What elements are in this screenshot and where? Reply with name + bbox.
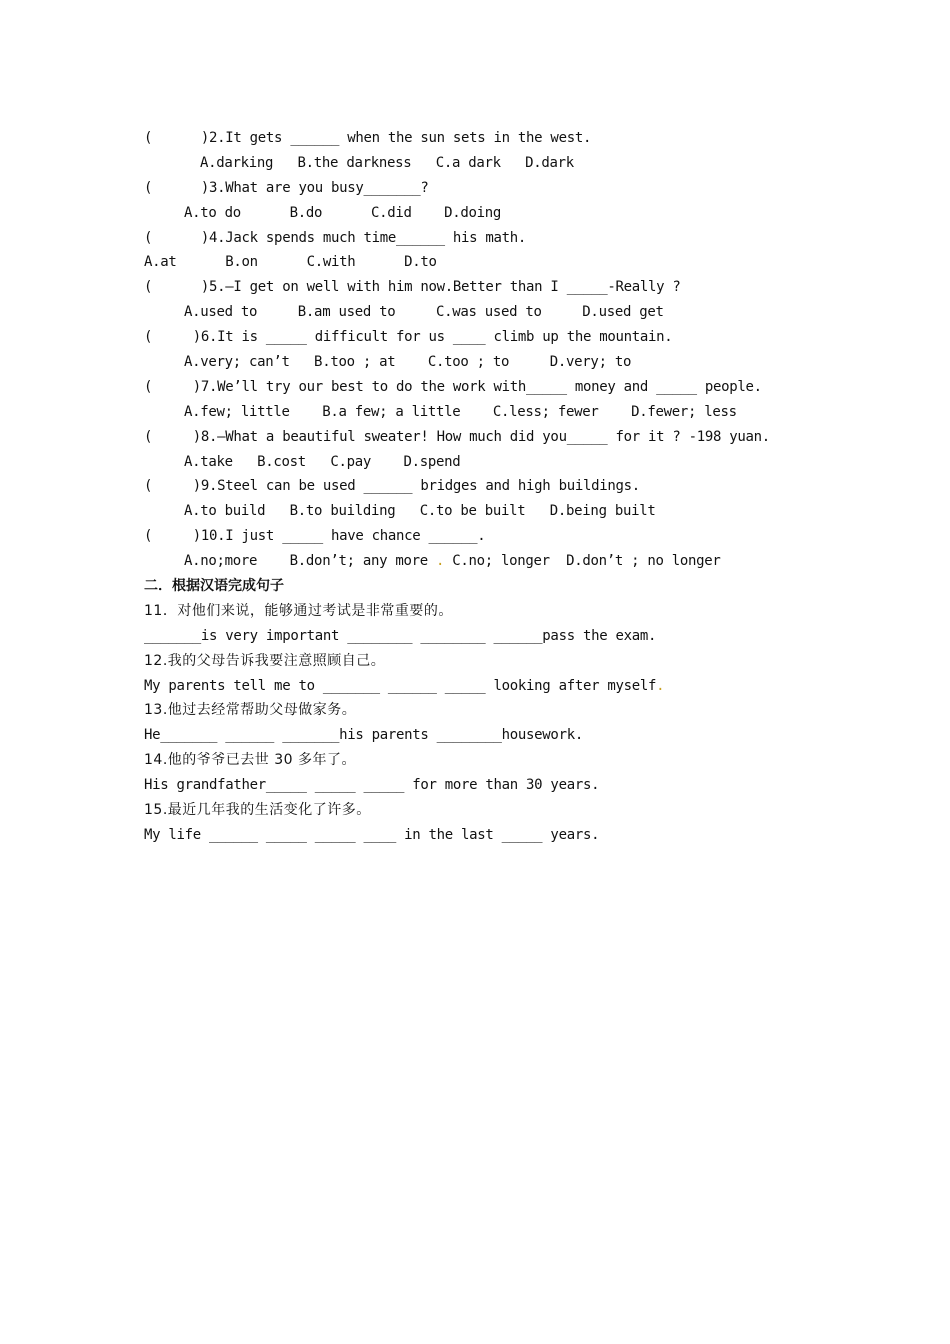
stray-mark-2: . <box>656 677 665 694</box>
question-6-options: A.very; can’t B.too ; at C.too ; to D.very; to <box>184 354 632 371</box>
question-5-options: A.used to B.am used to C.was used to D.used get <box>184 304 664 321</box>
question-10-stem: ( )10.I just _____ have chance ______. <box>144 528 486 545</box>
sentence-12-english-text: My parents tell me to _______ ______ _____ looking after myself <box>144 677 657 694</box>
sentence-11-english: _______is very important ________ ________ ______pass the exam. <box>144 627 657 644</box>
sentence-15-chinese: 15.最近几年我的生活变化了许多。 <box>144 802 371 819</box>
question-4-stem: ( )4.Jack spends much time______ his math. <box>144 229 527 246</box>
sentence-11-chinese: 11．对他们来说，能够通过考试是非常重要的。 <box>144 602 453 619</box>
question-8-stem: ( )8.—What a beautiful sweater! How much did you_____ for it ? -198 yuan. <box>144 428 770 445</box>
question-3-options: A.to do B.do C.did D.doing <box>184 204 502 221</box>
sentence-15-english: My life ______ _____ _____ ____ in the last _____ years. <box>144 826 600 843</box>
section-2-title: 二．根据汉语完成句子 <box>144 578 284 595</box>
stray-mark: . <box>436 553 445 570</box>
question-9-options: A.to build B.to building C.to be built D.being built <box>184 503 656 520</box>
sentence-14-english: His grandfather_____ _____ _____ for more than 30 years. <box>144 777 600 794</box>
sentence-12-chinese: 12.我的父母告诉我要注意照顾自己。 <box>144 652 386 669</box>
question-10-options-head: A.no;more B.don’t; any more <box>184 553 436 570</box>
question-10-options-tail: C.no; longer D.don’t ; no longer <box>444 553 721 570</box>
question-2-options: A.darking B.the darkness C.a dark D.dark <box>200 154 574 171</box>
question-10-options <box>144 549 844 574</box>
question-5-stem: ( )5.—I get on well with him now.Better than I _____-Really ? <box>144 279 681 296</box>
question-4-options: A.at B.on C.with D.to <box>144 254 437 271</box>
sentence-12-english <box>144 674 844 699</box>
question-7-options: A.few; little B.a few; a little C.less; fewer D.fewer; less <box>184 403 737 420</box>
question-6-stem: ( )6.It is _____ difficult for us ____ climb up the mountain. <box>144 329 673 346</box>
worksheet-content <box>144 126 844 848</box>
sentence-13-english: He_______ ______ _______his parents ________housework. <box>144 727 583 744</box>
question-8-options: A.take B.cost C.pay D.spend <box>184 453 461 470</box>
sentence-14-chinese: 14.他的爷爷已去世 30 多年了。 <box>144 752 356 769</box>
question-3-stem: ( )3.What are you busy_______? <box>144 179 429 196</box>
sentence-13-chinese: 13.他过去经常帮助父母做家务。 <box>144 702 357 719</box>
question-7-stem: ( )7.We’ll try our best to do the work with_____ money and _____ people. <box>144 378 762 395</box>
question-9-stem: ( )9.Steel can be used ______ bridges and high buildings. <box>144 478 640 495</box>
question-2-stem: ( )2.It gets ______ when the sun sets in the west. <box>144 130 592 146</box>
